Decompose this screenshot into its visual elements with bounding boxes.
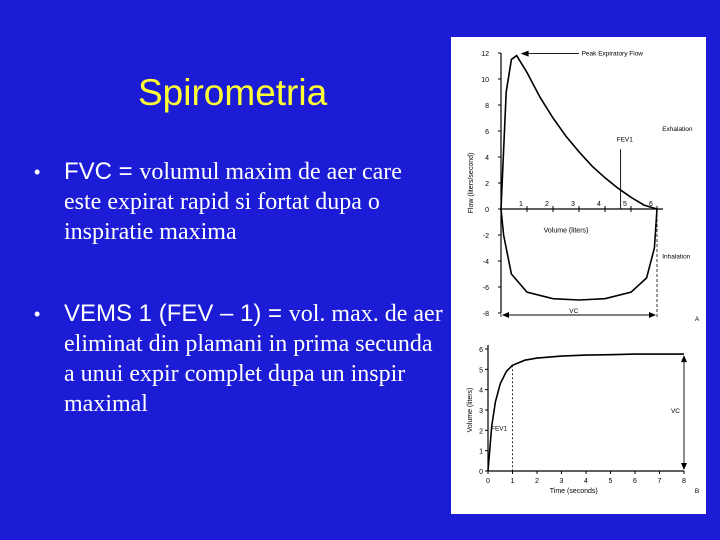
spirometry-figure xyxy=(451,37,706,514)
flow-x-tick-label: 5 xyxy=(623,201,627,208)
exhalation-label: Exhalation xyxy=(662,126,693,133)
volume-y-tick-label: 0 xyxy=(479,469,483,476)
flow-y-axis-label: Flow (liters/second) xyxy=(468,152,475,214)
flow-y-tick-label: 6 xyxy=(485,129,489,136)
volume-x-tick-label: 6 xyxy=(633,478,637,485)
vc-vertical-arrow-top xyxy=(681,355,687,362)
vc-vertical-arrow-bottom xyxy=(681,463,687,470)
bullet-prefix: VEMS 1 (FEV – 1) = xyxy=(64,300,289,327)
slide-title: Spirometria xyxy=(138,72,328,113)
panel-a-label: A xyxy=(694,316,700,323)
volume-x-tick-label: 3 xyxy=(559,478,564,485)
volume-y-tick-label: 6 xyxy=(479,347,483,354)
volume-x-axis-label: Time (seconds) xyxy=(549,488,598,495)
flow-y-tick-label: 8 xyxy=(485,103,489,110)
volume-x-tick-label: 8 xyxy=(682,478,686,485)
peak-flow-label: Peak Expiratory Flow xyxy=(581,50,644,58)
bullet-prefix: FVC = xyxy=(64,158,140,185)
bullet-marker: • xyxy=(34,162,41,182)
volume-x-tick-label: 0 xyxy=(486,478,490,485)
volume-x-tick-label: 1 xyxy=(510,478,515,485)
peak-flow-arrow xyxy=(521,51,529,57)
flow-y-tick-label: -8 xyxy=(482,311,489,318)
panel-b-label: B xyxy=(694,488,700,495)
volume-y-axis-label: Volume (liters) xyxy=(467,387,474,433)
vc-time-label: VC xyxy=(670,408,680,415)
inhalation-label: Inhalation xyxy=(662,253,691,261)
volume-x-tick-label: 2 xyxy=(535,478,539,485)
flow-x-axis-label: Volume (liters) xyxy=(543,227,589,235)
flow-y-tick-label: -2 xyxy=(482,233,489,240)
bullet-text xyxy=(64,157,444,247)
exhalation-curve xyxy=(501,56,657,209)
flow-y-tick-label: -6 xyxy=(482,285,489,292)
vc-arrow-right-head xyxy=(649,312,656,318)
volume-y-tick-label: 1 xyxy=(479,448,483,456)
flow-y-tick-label: 12 xyxy=(481,51,489,58)
bullet-marker: • xyxy=(34,304,41,324)
fev1-time-label: FEV1 xyxy=(491,425,508,433)
flow-x-tick-label: 1 xyxy=(519,201,523,208)
spirometry-chart-svg xyxy=(451,37,706,514)
volume-y-tick-label: 5 xyxy=(479,367,483,375)
inhalation-curve xyxy=(501,209,657,300)
flow-x-tick-label: 4 xyxy=(597,201,601,208)
flow-y-tick-label: -4 xyxy=(482,259,489,266)
volume-time-curve xyxy=(488,354,684,471)
flow-y-tick-label: 0 xyxy=(485,207,489,214)
flow-y-tick-label: 4 xyxy=(485,155,489,162)
volume-y-tick-label: 4 xyxy=(479,387,483,395)
flow-x-tick-label: 6 xyxy=(649,201,653,208)
flow-x-tick-label: 3 xyxy=(571,201,575,208)
volume-x-tick-label: 5 xyxy=(608,478,613,485)
flow-y-tick-label: 2 xyxy=(485,181,489,188)
vc-label: VC xyxy=(569,308,579,315)
volume-x-tick-label: 7 xyxy=(657,478,662,485)
bullet-body: volumul maxim de aer care este expirat rapid si fortat dupa o inspiratie maxima xyxy=(64,159,402,245)
volume-y-tick-label: 2 xyxy=(479,428,483,436)
fev1-label: FEV1 xyxy=(616,136,633,144)
volume-x-tick-label: 4 xyxy=(584,478,588,485)
bullet-body: vol. max. de aer eliminat din plamani in prima secunda a unui expir complet dupa un inspir maximal xyxy=(64,301,443,417)
vc-arrow-left-head xyxy=(502,312,509,318)
flow-y-tick-label: 10 xyxy=(481,77,489,84)
volume-y-tick-label: 3 xyxy=(479,408,483,415)
bullet-text xyxy=(64,299,444,419)
flow-x-tick-label: 2 xyxy=(545,201,549,208)
